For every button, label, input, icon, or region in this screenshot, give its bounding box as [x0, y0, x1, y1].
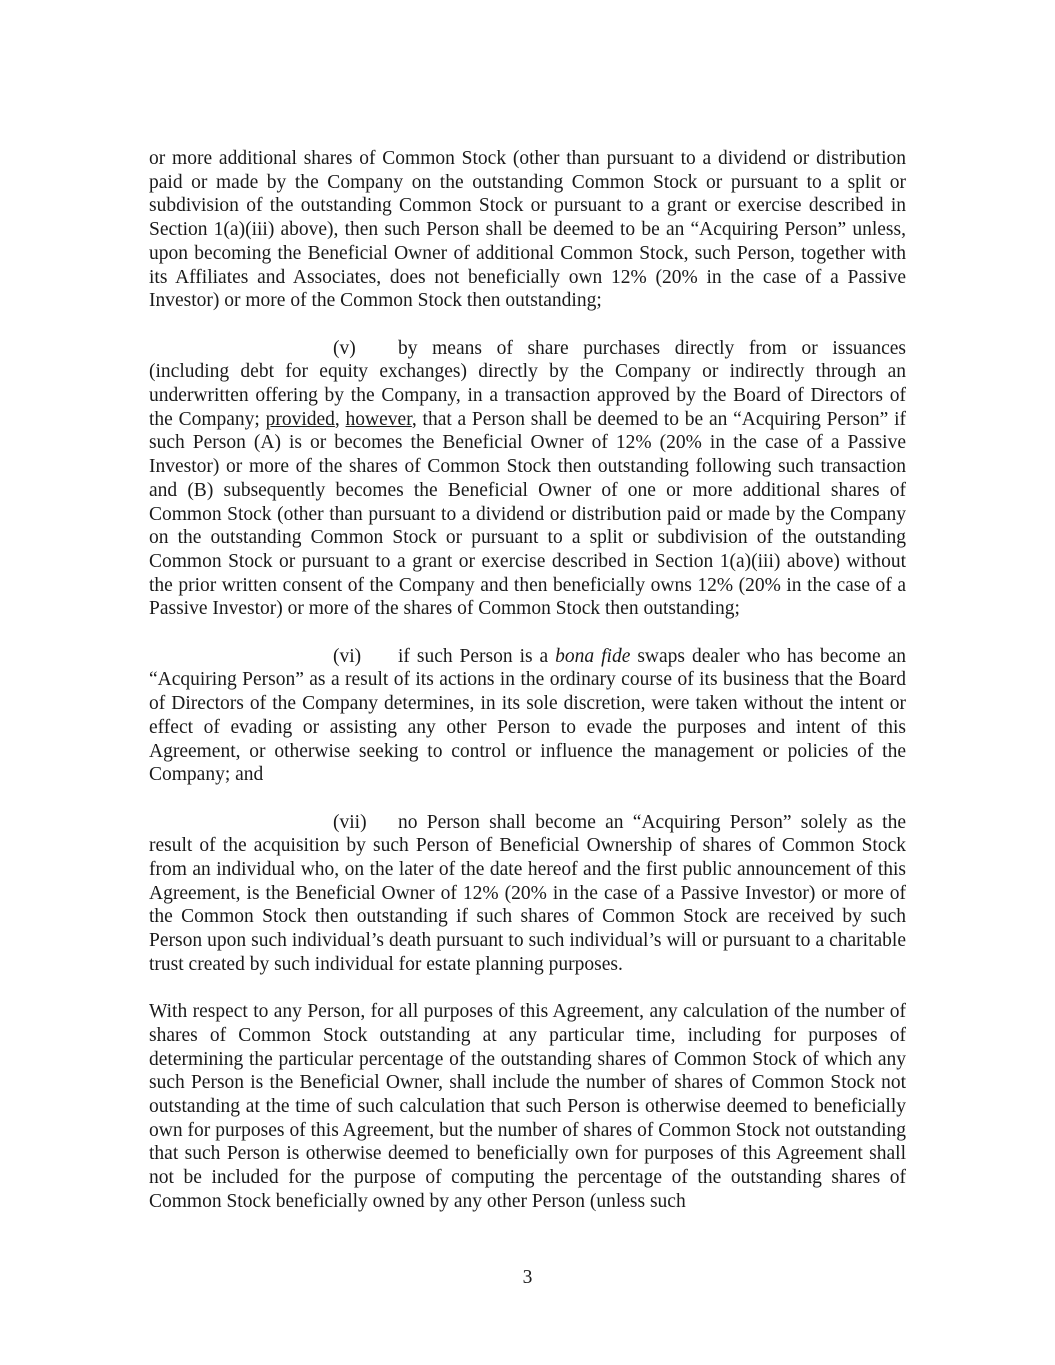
clause-vii-text: no Person shall become an “Acquiring Person” solely as the result of the acquisition by such Person of Beneficial Ownership of shares of Common Stock from an individual who, on the later of the date hereof and the first public announcement of this Agreement, is the Beneficial Owner of 12% (20% in the case of a Passive Investor) or more of the Common Stock then outstanding if such shares of Common Stock are received by such Person upon such individual’s death pursuant to such individual’s will or pursuant to a charitable trust created by such individual for estate planning purposes.: [149, 811, 906, 975]
clause-vi-number: (vi): [333, 645, 362, 667]
clause-v-number: (v): [333, 337, 356, 359]
clause-vi-text-b: swaps dealer who has become an “Acquiring Person” as a result of its actions in the ordinary course of its business that the Board of Directors of the Company determines, in its sole discretion, were taken without the intent or effect of evading or assisting any other Person to evade the purposes and intent of this Agreement, or otherwise seeking to control or influence the management or policies of the Company; and: [149, 645, 906, 786]
continuation-text: or more additional shares of Common Stock (other than pursuant to a dividend or distribution paid or made by the Company on the outstanding Common Stock or pursuant to a split or subdivision of the outstanding Common Stock or pursuant to a grant or exercise described in Section 1(a)(iii) above), then such Person shall be deemed to be an “Acquiring Person” unless, upon becoming the Beneficial Owner of additional Common Stock, such Person, together with its Affiliates and Associates, does not beneficially own 12% (20% in the case of a Passive Investor) or more of the Common Stock then outstanding;: [149, 148, 906, 312]
clause-v-text-b: , that a Person shall be deemed to be an “Acquiring Person” if such Person (A) is or becomes the Beneficial Owner of 12% (20% in the case of a Passive Investor) or more of the shares of Common Stock then outstanding following such transaction and (B) subsequently becomes the Beneficial Owner of one or more additional shares of Common Stock (other than pursuant to a dividend or distribution paid or made by the Company on the outstanding Common Stock or pursuant to a split or subdivision of the outstanding Common Stock or pursuant to a grant or exercise described in Section 1(a)(iii) above) without the prior written consent of the Company and then beneficially owns 12% (20% in the case of a Passive Investor) or more of the shares of Common Stock then outstanding;: [149, 408, 906, 620]
page-number: 3: [522, 1267, 533, 1288]
clause-v-text-a: by means of share purchases directly from or issuances (including debt for equity exchanges) directly by the Company or indirectly through an underwritten offering by the Company, in a transaction approved by the Board of Directors of the Company;: [149, 337, 906, 430]
clause-vi: [149, 645, 906, 787]
clause-v-provided: provided: [265, 408, 335, 430]
clause-vii: [149, 811, 906, 977]
clause-vi-text-a: if such Person is a: [398, 645, 556, 667]
closing-paragraph: [149, 1000, 906, 1213]
continuation-paragraph: [149, 147, 906, 313]
clause-v-however: however: [345, 408, 412, 430]
document-page: [149, 147, 906, 1237]
clause-v-separator: ,: [334, 408, 346, 430]
clause-vii-number: (vii): [333, 811, 367, 833]
closing-text: With respect to any Person, for all purposes of this Agreement, any calculation of the number of shares of Common Stock outstanding at any particular time, including for purposes of determining the particular percentage of the outstanding shares of Common Stock of which any such Person is the Beneficial Owner, shall include the number of shares of Common Stock not outstanding at the time of such calculation that such Person is otherwise deemed to beneficially own for purposes of this Agreement, but the number of shares of Common Stock not outstanding that such Person is otherwise deemed to beneficially own for purposes of this Agreement shall not be included for the purpose of computing the percentage of the outstanding shares of Common Stock beneficially owned by any other Person (unless such: [149, 1001, 906, 1212]
clause-vi-bona-fide: bona fide: [555, 645, 631, 667]
clause-v: [149, 337, 906, 621]
